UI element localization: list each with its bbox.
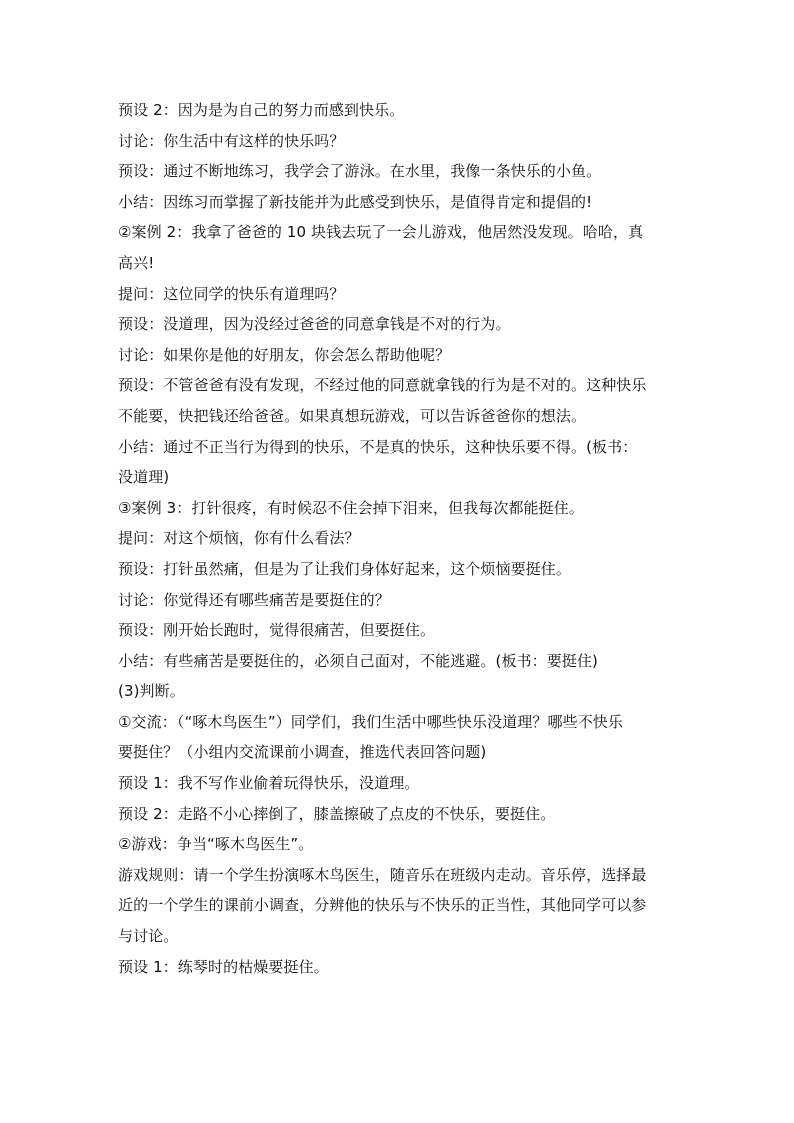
- text-line: 预设：通过不断地练习，我学会了游泳。在水里，我像一条快乐的小鱼。: [118, 162, 602, 181]
- text-line: 小结：通过不正当行为得到的快乐，不是真的快乐，这种快乐要不得。(板书：: [118, 437, 638, 456]
- text-line: 讨论：你生活中有这样的快乐吗？: [118, 131, 345, 150]
- text-line: 提问：对这个烦恼，你有什么看法？: [118, 529, 360, 548]
- text-line: ③案例 3：打针很疼，有时候忍不住会掉下泪来，但我每次都能挺住。: [118, 498, 584, 517]
- text-line: 要挺住？（小组内交流课前小调查，推选代表回答问题): [118, 743, 487, 762]
- text-line: 预设 2：因为是为自己的努力而感到快乐。: [118, 101, 405, 119]
- text-line: 小结：有些痛苦是要挺住的，必须自己面对，不能逃避。(板书：要挺住): [118, 651, 599, 670]
- text-line: 预设 1：我不写作业偷着玩得快乐，没道理。: [118, 774, 420, 793]
- text-line: ②游戏：争当“啄木鸟医生”。: [118, 835, 314, 854]
- text-line: 预设：没道理，因为没经过爸爸的同意拿钱是不对的行为。: [118, 315, 511, 334]
- text-line: 讨论：你觉得还有哪些痛苦是要挺住的？: [118, 590, 390, 609]
- text-line: ②案例 2：我拿了爸爸的 10 块钱去玩了一会儿游戏，他居然没发现。哈哈，真: [118, 223, 644, 242]
- text-line: 游戏规则：请一个学生扮演啄木鸟医生，随音乐在班级内走动。音乐停，选择最: [118, 865, 647, 884]
- text-line: 预设：不管爸爸有没有发现，不经过他的同意就拿钱的行为是不对的。这种快乐: [118, 376, 647, 395]
- text-line: 预设 2：走路不小心摔倒了，膝盖擦破了点皮的不快乐，要挺住。: [118, 804, 556, 823]
- document-body: [118, 95, 678, 982]
- text-line: 不能要，快把钱还给爸爸。如果真想玩游戏，可以告诉爸爸你的想法。: [118, 406, 587, 425]
- text-line: 预设：打针虽然痛，但是为了让我们身体好起来，这个烦恼要挺住。: [118, 559, 572, 578]
- text-line: 高兴!: [118, 253, 155, 272]
- text-line: (3)判断。: [118, 682, 185, 701]
- text-line: 近的一个学生的课前小调查，分辨他的快乐与不快乐的正当性，其他同学可以参: [118, 896, 647, 915]
- text-line: 没道理): [118, 468, 170, 487]
- text-line: 预设 1：练琴时的枯燥要挺住。: [118, 957, 329, 976]
- text-line: 预设：刚开始长跑时，觉得很痛苦，但要挺住。: [118, 621, 436, 640]
- text-line: 讨论：如果你是他的好朋友，你会怎么帮助他呢？: [118, 345, 451, 364]
- text-line: 与讨论。: [118, 927, 179, 946]
- text-line: ①交流：（“啄木鸟医生”）同学们，我们生活中哪些快乐没道理？哪些不快乐: [118, 712, 623, 731]
- text-line: 小结：因练习而掌握了新技能并为此感受到快乐，是值得肯定和提倡的!: [118, 192, 593, 211]
- text-line: 提问：这位同学的快乐有道理吗？: [118, 284, 345, 303]
